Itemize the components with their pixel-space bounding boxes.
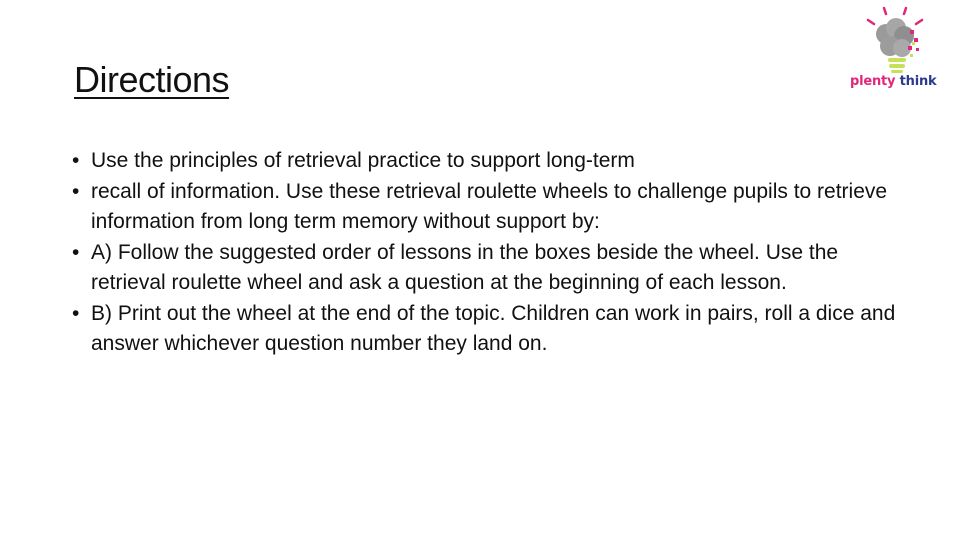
bullet-list bbox=[72, 146, 912, 360]
bullet-item bbox=[72, 238, 912, 298]
bullet-item bbox=[72, 177, 912, 237]
bullet-text: Use the principles of retrieval practice to support long-term bbox=[91, 149, 635, 172]
logo-word-plenty: plenty bbox=[850, 74, 896, 89]
brain-shape bbox=[876, 18, 914, 57]
logo-word-think: think bbox=[899, 74, 937, 89]
slide-title: Directions bbox=[74, 59, 230, 100]
bulb-base bbox=[888, 58, 906, 73]
bullet-item bbox=[72, 146, 912, 176]
bullet-glyph: • bbox=[72, 302, 80, 325]
bullet-text: recall of information. Use these retrieval roulette wheels to challenge pupils to retrieve information from long term memory without support by: bbox=[91, 180, 888, 233]
bullet-glyph: • bbox=[72, 180, 80, 203]
bullet-glyph: • bbox=[72, 149, 80, 172]
bullet-text: B) Print out the wheel at the end of the topic. Children can work in pairs, roll a dice and answer whichever question number they land on. bbox=[91, 302, 896, 355]
logo-wordmark bbox=[850, 74, 936, 89]
bullet-glyph: • bbox=[72, 241, 80, 264]
bullet-text: A) Follow the suggested order of lessons in the boxes beside the wheel. Use the retrieval roulette wheel and ask a question at the beginning of each lesson. bbox=[91, 241, 839, 294]
bullet-item bbox=[72, 299, 912, 359]
